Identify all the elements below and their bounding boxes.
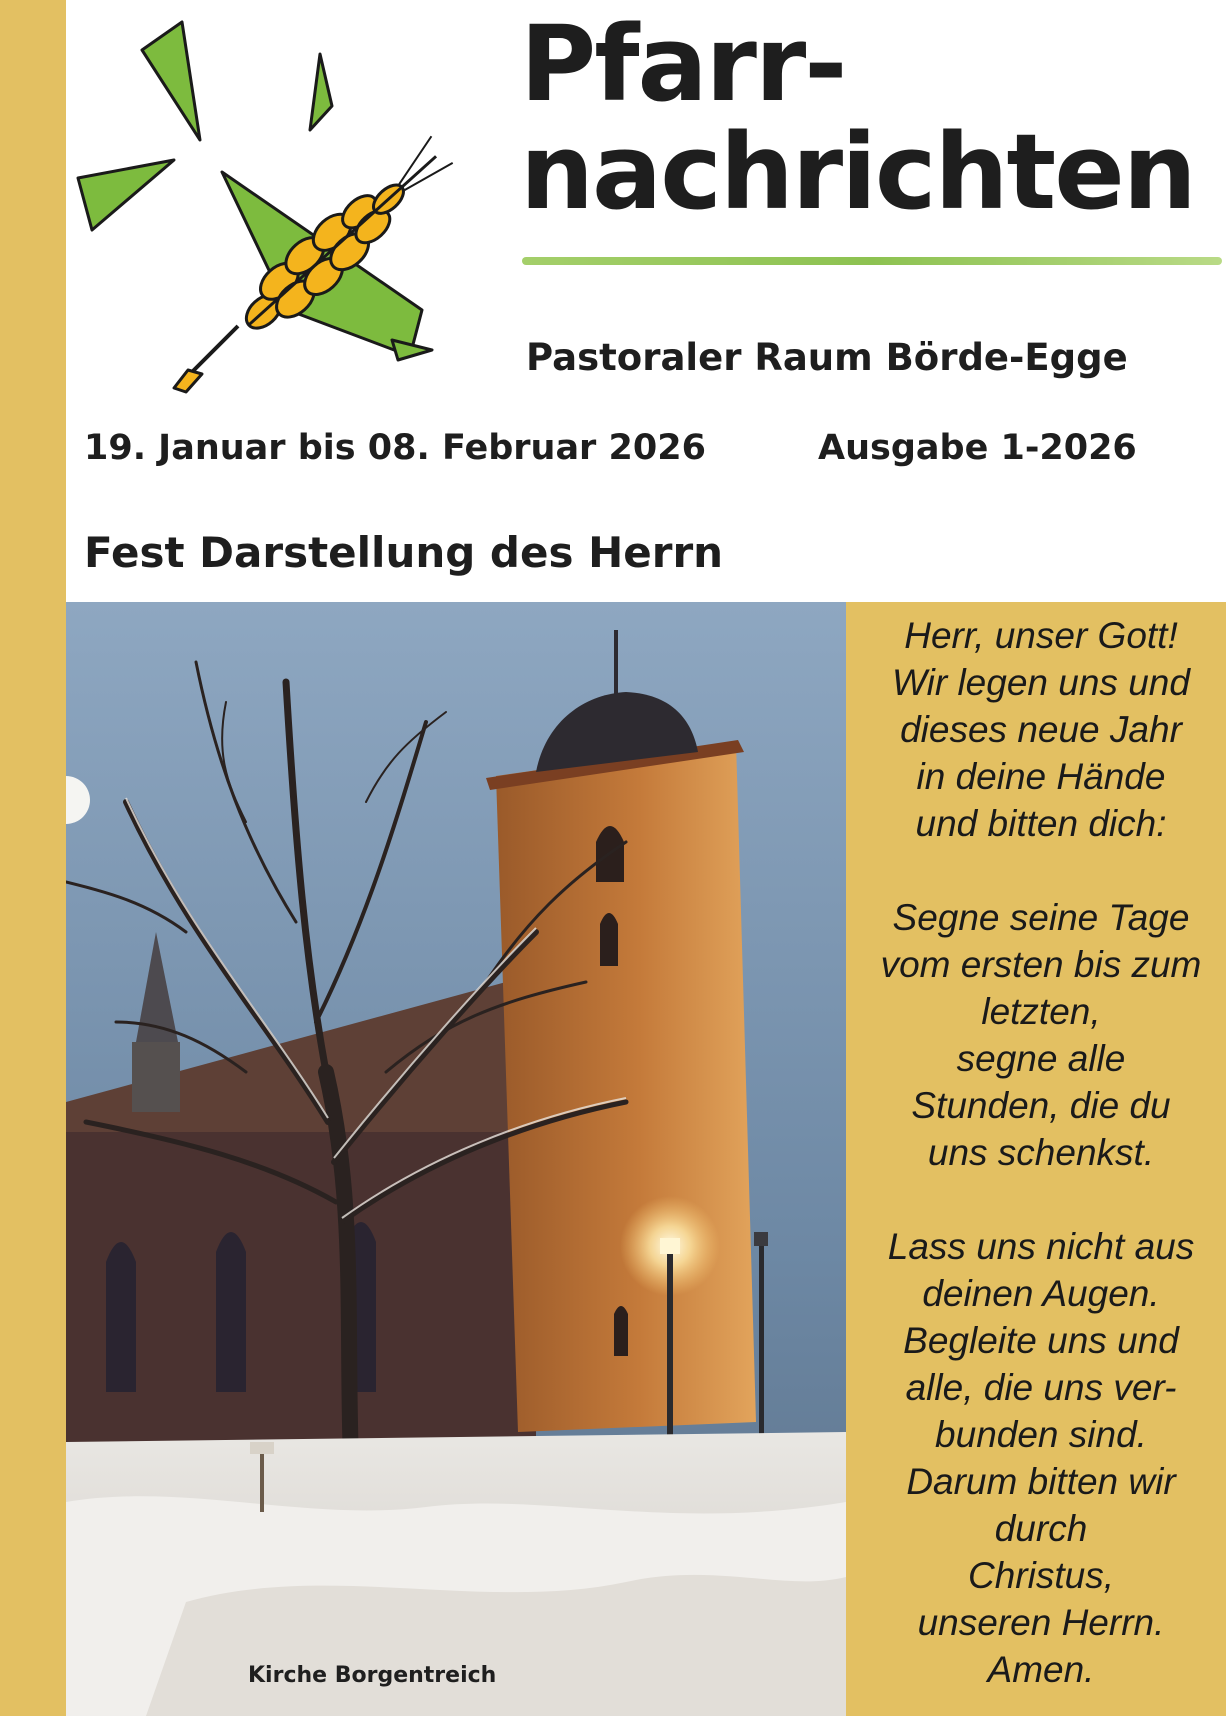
issue-date-range: 19. Januar bis 08. Februar 2026 xyxy=(84,428,706,468)
prayer-stanza-1: Herr, unser Gott! Wir legen uns und dieses neue Jahr in deine Hände und bitten dich: xyxy=(892,615,1190,844)
prayer-stanza-3: Lass uns nicht aus deinen Augen. Begleite uns und alle, die uns ver- bunden sind. Darum bitten wir durch Christus, unseren Herrn. Amen. xyxy=(887,1226,1195,1690)
issue-number: Ausgabe 1-2026 xyxy=(818,428,1137,468)
prayer-panel xyxy=(846,602,1226,1716)
feature-heading: Fest Darstellung des Herrn xyxy=(84,528,724,577)
cross-with-wheat-icon xyxy=(70,10,490,400)
title-line-2: nachrichten xyxy=(520,111,1195,233)
newsletter-subtitle: Pastoraler Raum Börde-Egge xyxy=(526,336,1128,379)
prayer-text xyxy=(838,612,1226,1693)
left-color-band xyxy=(0,0,66,1716)
church-photo xyxy=(66,602,846,1716)
title-underline xyxy=(522,257,1222,265)
prayer-stanza-2: Segne seine Tage vom ersten bis zum letzten, segne alle Stunden, die du uns schenkst. xyxy=(880,897,1202,1173)
photo-caption: Kirche Borgentreich xyxy=(248,1663,497,1688)
title-line-1: Pfarr- xyxy=(520,3,846,125)
newsletter-title xyxy=(520,3,1195,233)
